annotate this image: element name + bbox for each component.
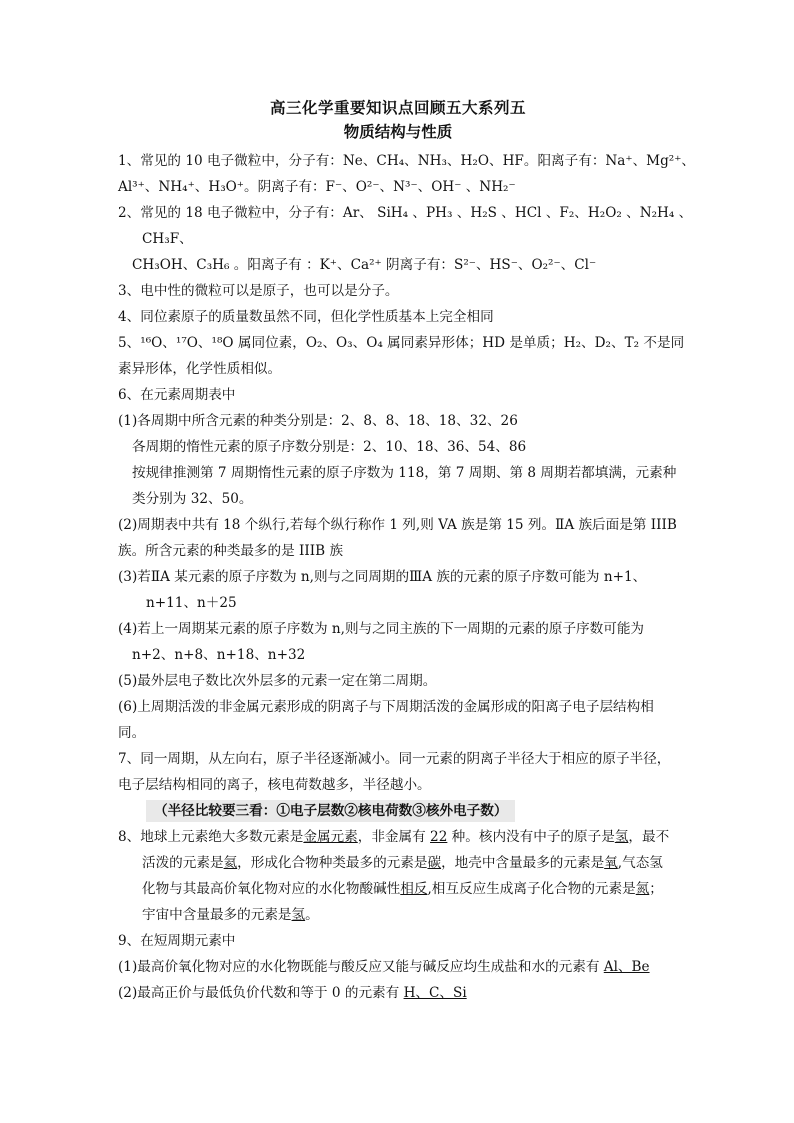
item-8-answer: 氦 <box>223 855 238 871</box>
item-8-text: ,相互反应生成离子化合物的元素是 <box>427 881 636 897</box>
item-2-line-2: CH₃F、 <box>142 231 193 247</box>
item-8-text: 化物与其最高价氧化物对应的水化物酸碱性 <box>142 881 401 897</box>
item-6-heading: 6、在元素周期表中 <box>118 387 236 403</box>
item-6-3-line-1: (3)若ⅡA 某元素的原子序数为 n,则与之同周期的ⅢA 族的元素的原子序数可能为 n+1、 <box>118 569 647 585</box>
item-2-line-1: 2、常见的 18 电子微粒中，分子有：Ar、 SiH₄ 、PH₃ 、H₂S 、HCl 、F₂、H₂O₂ 、N₂H₄ 、 <box>118 205 693 221</box>
item-8-text: 8、地球上元素绝大多数元素是 <box>118 829 304 845</box>
item-7-line-2: 电子层结构相同的离子，核电荷数越多，半径越小。 <box>118 777 431 793</box>
item-8-answer: 22 <box>430 829 448 845</box>
item-8-line-1 <box>118 824 678 850</box>
item-6-2-line-1: (2)周期表中共有 18 个纵行,若每个纵行称作 1 列,则 VA 族是第 15 列。ⅡA 族后面是第 IIIB <box>118 517 677 533</box>
item-4: 4、同位素原子的质量数虽然不同，但化学性质基本上完全相同 <box>118 309 494 325</box>
item-9-heading: 9、在短周期元素中 <box>118 933 236 949</box>
item-8-answer: 碳 <box>427 855 442 871</box>
item-8-answer: 氮 <box>635 881 650 897</box>
item-6-1-line-3: 按规律推测第 7 周期惰性元素的原子序数为 118，第 7 周期、第 8 周期若都填满，元素种 <box>132 465 677 481</box>
item-8-text: ； <box>649 881 663 897</box>
item-6-5: (5)最外层电子数比次外层多的元素一定在第二周期。 <box>118 673 437 689</box>
item-8-answer: 相反 <box>400 881 428 897</box>
item-6-4-line-1: (4)若上一周期某元素的原子序数为 n,则与之同主族的下一周期的元素的原子序数可能为 <box>118 621 645 637</box>
page-title: 高三化学重要知识点回顾五大系列五 <box>269 98 526 117</box>
item-8-line-4 <box>118 902 678 928</box>
item-9-2-text: (2)最高正价与最低负价代数和等于 0 的元素有 <box>118 985 404 1001</box>
item-8-text: 。 <box>305 907 319 923</box>
item-8-text: 活泼的元素是 <box>142 855 224 871</box>
document-page <box>118 96 696 1006</box>
item-8-text: ，非金属有 <box>357 829 431 845</box>
item-8-text: 种。核内没有中子的原子是 <box>447 829 615 845</box>
item-8-text: ,气态氢 <box>617 855 663 871</box>
item-6-2-line-2: 族。所含元素的种类最多的是 IIIB 族 <box>118 543 344 559</box>
item-8-text: ，地壳中含量最多的元素是 <box>441 855 605 871</box>
item-1-line-1: 1、常见的 10 电子微粒中，分子有：Ne、CH₄、NH₃、H₂O、HF。阳离子有：Na⁺、Mg²⁺、 <box>118 153 696 169</box>
item-9-1 <box>118 954 678 980</box>
item-6-1-line-1: (1)各周期中所含元素的种类分别是：2、8、8、18、18、32、26 <box>118 413 518 429</box>
item-8-answer: 金属元素 <box>303 829 358 845</box>
item-8-answer: 氧 <box>604 855 618 871</box>
page-subtitle: 物质结构与性质 <box>343 122 453 141</box>
radius-comparison-note: （半径比较要三看：①电子层数②核电荷数③核外电子数） <box>146 800 515 822</box>
item-6-6-line-2: 同。 <box>118 725 146 741</box>
item-5-line-2: 素异形体，化学性质相似。 <box>118 361 282 377</box>
item-1-line-2: Al³⁺、NH₄⁺、H₃O⁺。阴离子有：F⁻、O²⁻、N³⁻、OH⁻ 、NH₂⁻ <box>118 179 516 195</box>
item-9-2-answer: H、C、Si <box>403 985 467 1001</box>
item-5-line-1: 5、¹⁶O、¹⁷O、¹⁸O 属同位素，O₂、O₃、O₄ 属同素异形体；HD 是单质；H₂、D₂、T₂ 不是同 <box>118 335 685 351</box>
item-6-1-line-4: 类分别为 32、50。 <box>132 491 253 507</box>
item-9-1-text: (1)最高价氧化物对应的水化物既能与酸反应又能与碱反应均生成盐和水的元素有 <box>118 959 604 975</box>
item-9-1-answer: Al、Be <box>603 959 650 975</box>
item-2-line-3: CH₃OH、C₃H₆ 。阳离子有 ：K⁺、Ca²⁺ 阴离子有：S²⁻、HS⁻、O₂²⁻、Cl⁻ <box>132 257 597 273</box>
item-9-2 <box>118 980 678 1006</box>
item-7-line-1: 7、同一周期，从左向右，原子半径逐渐减小。同一元素的阴离子半径大于相应的原子半径， <box>118 751 671 767</box>
item-6-6-line-1: (6)上周期活泼的非金属元素形成的阴离子与下周期活泼的金属形成的阳离子电子层结构相 <box>118 699 654 715</box>
item-6-4-line-2: n+2、n+8、n+18、n+32 <box>132 647 306 663</box>
item-3: 3、电中性的微粒可以是原子，也可以是分子。 <box>118 283 399 299</box>
item-8-line-2 <box>118 850 678 876</box>
item-8-text: 宇宙中含量最多的元素是 <box>142 907 292 923</box>
item-8-answer: 氢 <box>291 907 306 923</box>
item-8-answer: 氢 <box>614 829 629 845</box>
item-8-text: ，形成化合物种类最多的元素是 <box>237 855 428 871</box>
item-8-line-3 <box>118 876 678 902</box>
item-8-text: ，最不 <box>628 829 670 845</box>
item-6-1-line-2: 各周期的惰性元素的原子序数分别是：2、10、18、36、54、86 <box>132 439 527 455</box>
item-6-3-line-2: n+11、n＋25 <box>146 595 237 611</box>
